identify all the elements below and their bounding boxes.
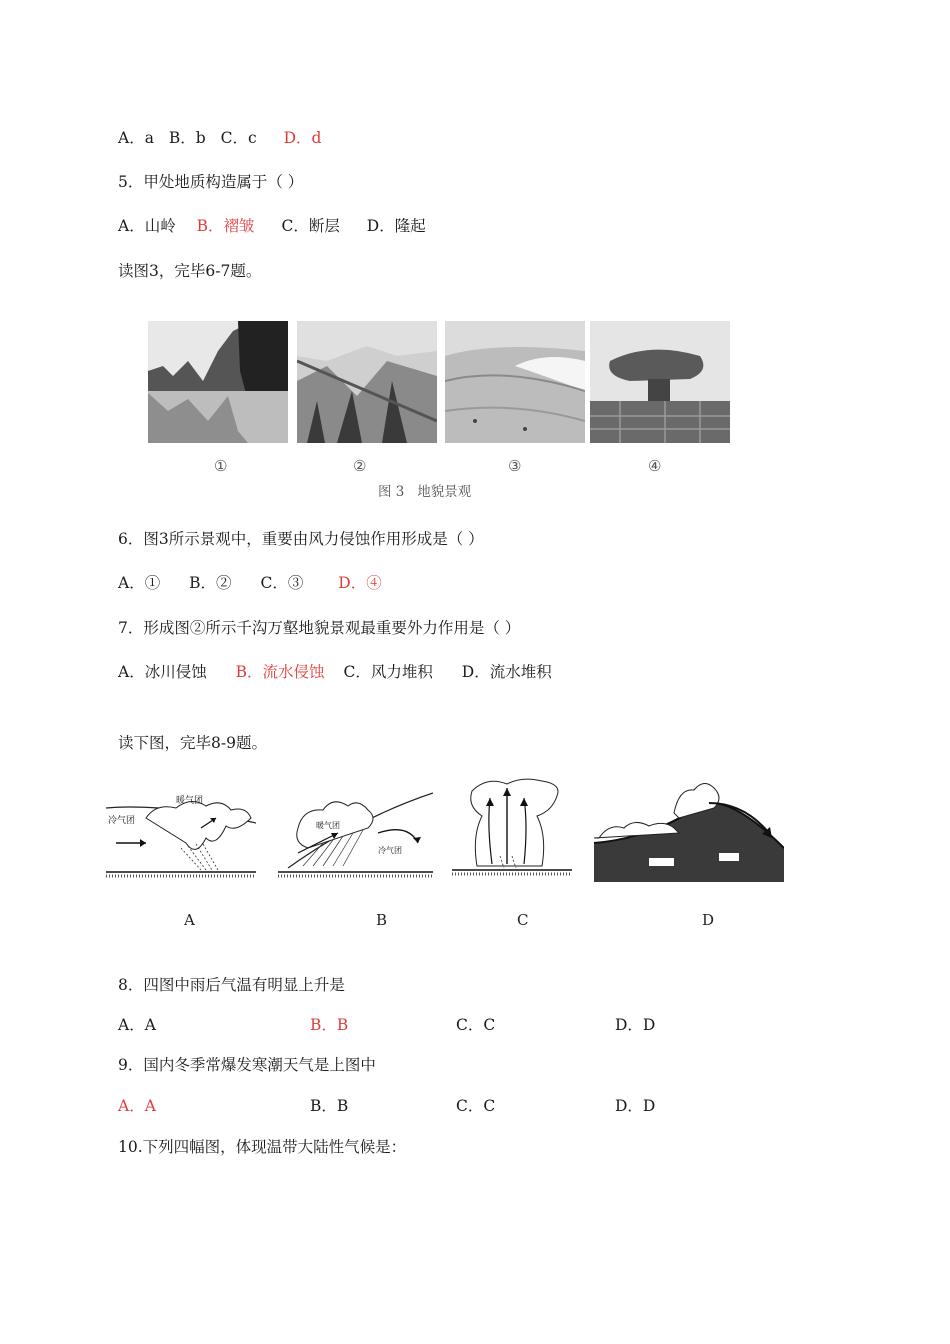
landform-photo-2 xyxy=(297,321,437,443)
q8-option-b: B．B xyxy=(310,1016,349,1034)
q8-option-d: D．D xyxy=(615,1016,656,1034)
q6-option-b: B．② xyxy=(189,574,232,592)
photo-label-3: ③ xyxy=(508,457,522,475)
diagram-a-warm-label: 暖气团 xyxy=(176,796,204,806)
q6-options xyxy=(118,573,382,593)
q6-option-c: C．③ xyxy=(260,574,304,592)
photo-label-4: ④ xyxy=(648,457,662,475)
q7-option-c: C．风力堆积 xyxy=(343,663,433,681)
q4-options xyxy=(118,128,321,148)
q6-option-d: D．④ xyxy=(338,574,382,592)
q10-stem: 10.下列四幅图，体现温带大陆性气候是： xyxy=(118,1138,407,1156)
q8-stem: 8．四图中雨后气温有明显上升是 xyxy=(118,976,345,994)
q6-option-a: A．① xyxy=(118,574,161,592)
q7-stem: 7．形成图②所示千沟万壑地貌景观最重要外力作用是（ ） xyxy=(118,619,521,637)
weather-diagram-a xyxy=(106,788,256,880)
q9-option-d: D．D xyxy=(615,1097,656,1115)
fig3-intro: 读图3，完毕6-7题。 xyxy=(118,262,262,280)
fig3-caption: 图 3 地貌景观 xyxy=(378,484,472,500)
diagram-b-cold-label: 冷气团 xyxy=(378,846,402,855)
photo-label-2: ② xyxy=(353,457,367,475)
weather-diagram-c xyxy=(452,776,572,880)
q7-options xyxy=(118,662,552,682)
diagram-label-a: A xyxy=(184,911,195,929)
q4-option-a: A．a xyxy=(118,129,154,147)
q5-option-c: C．断层 xyxy=(281,217,340,235)
landform-photo-4 xyxy=(590,321,730,443)
diagram-label-d: D xyxy=(702,911,715,929)
q8-option-a: A．A xyxy=(118,1016,156,1034)
q4-option-b: B．b xyxy=(168,129,206,147)
q5-stem: 5．甲处地质构造属于（ ） xyxy=(118,173,304,191)
q7-option-b: B．流水侵蚀 xyxy=(235,663,325,681)
q6-stem: 6．图3所示景观中，重要由风力侵蚀作用形成是（ ） xyxy=(118,530,484,548)
q4-option-d: D．d xyxy=(283,129,322,147)
q7-option-a: A．冰川侵蚀 xyxy=(118,663,207,681)
q5-option-b: B．褶皱 xyxy=(196,217,255,235)
q5-option-d: D．隆起 xyxy=(366,217,426,235)
diagram-a-cold-label: 冷气团 xyxy=(108,816,136,826)
landform-photo-3 xyxy=(445,321,585,443)
q9-option-a: A．A xyxy=(118,1097,156,1115)
q7-option-d: D．流水堆积 xyxy=(461,663,552,681)
q5-options xyxy=(118,216,426,236)
fig4-intro: 读下图，完毕8-9题。 xyxy=(118,734,267,752)
q8-option-c: C．C xyxy=(456,1016,496,1034)
q5-option-a: A．山岭 xyxy=(118,217,176,235)
q4-option-c: C．c xyxy=(220,129,257,147)
weather-diagram-b xyxy=(278,788,433,880)
photo-label-1: ① xyxy=(214,457,228,475)
q9-stem: 9．国内冬季常爆发寒潮天气是上图中 xyxy=(118,1056,376,1074)
diagram-label-c: C xyxy=(517,911,529,929)
weather-diagram-d xyxy=(594,778,784,882)
diagram-label-b: B xyxy=(376,911,388,929)
q9-option-c: C．C xyxy=(456,1097,496,1115)
q9-option-b: B．B xyxy=(310,1097,349,1115)
diagram-b-warm-label: 暖气团 xyxy=(316,821,340,830)
landform-photo-1 xyxy=(148,321,288,443)
